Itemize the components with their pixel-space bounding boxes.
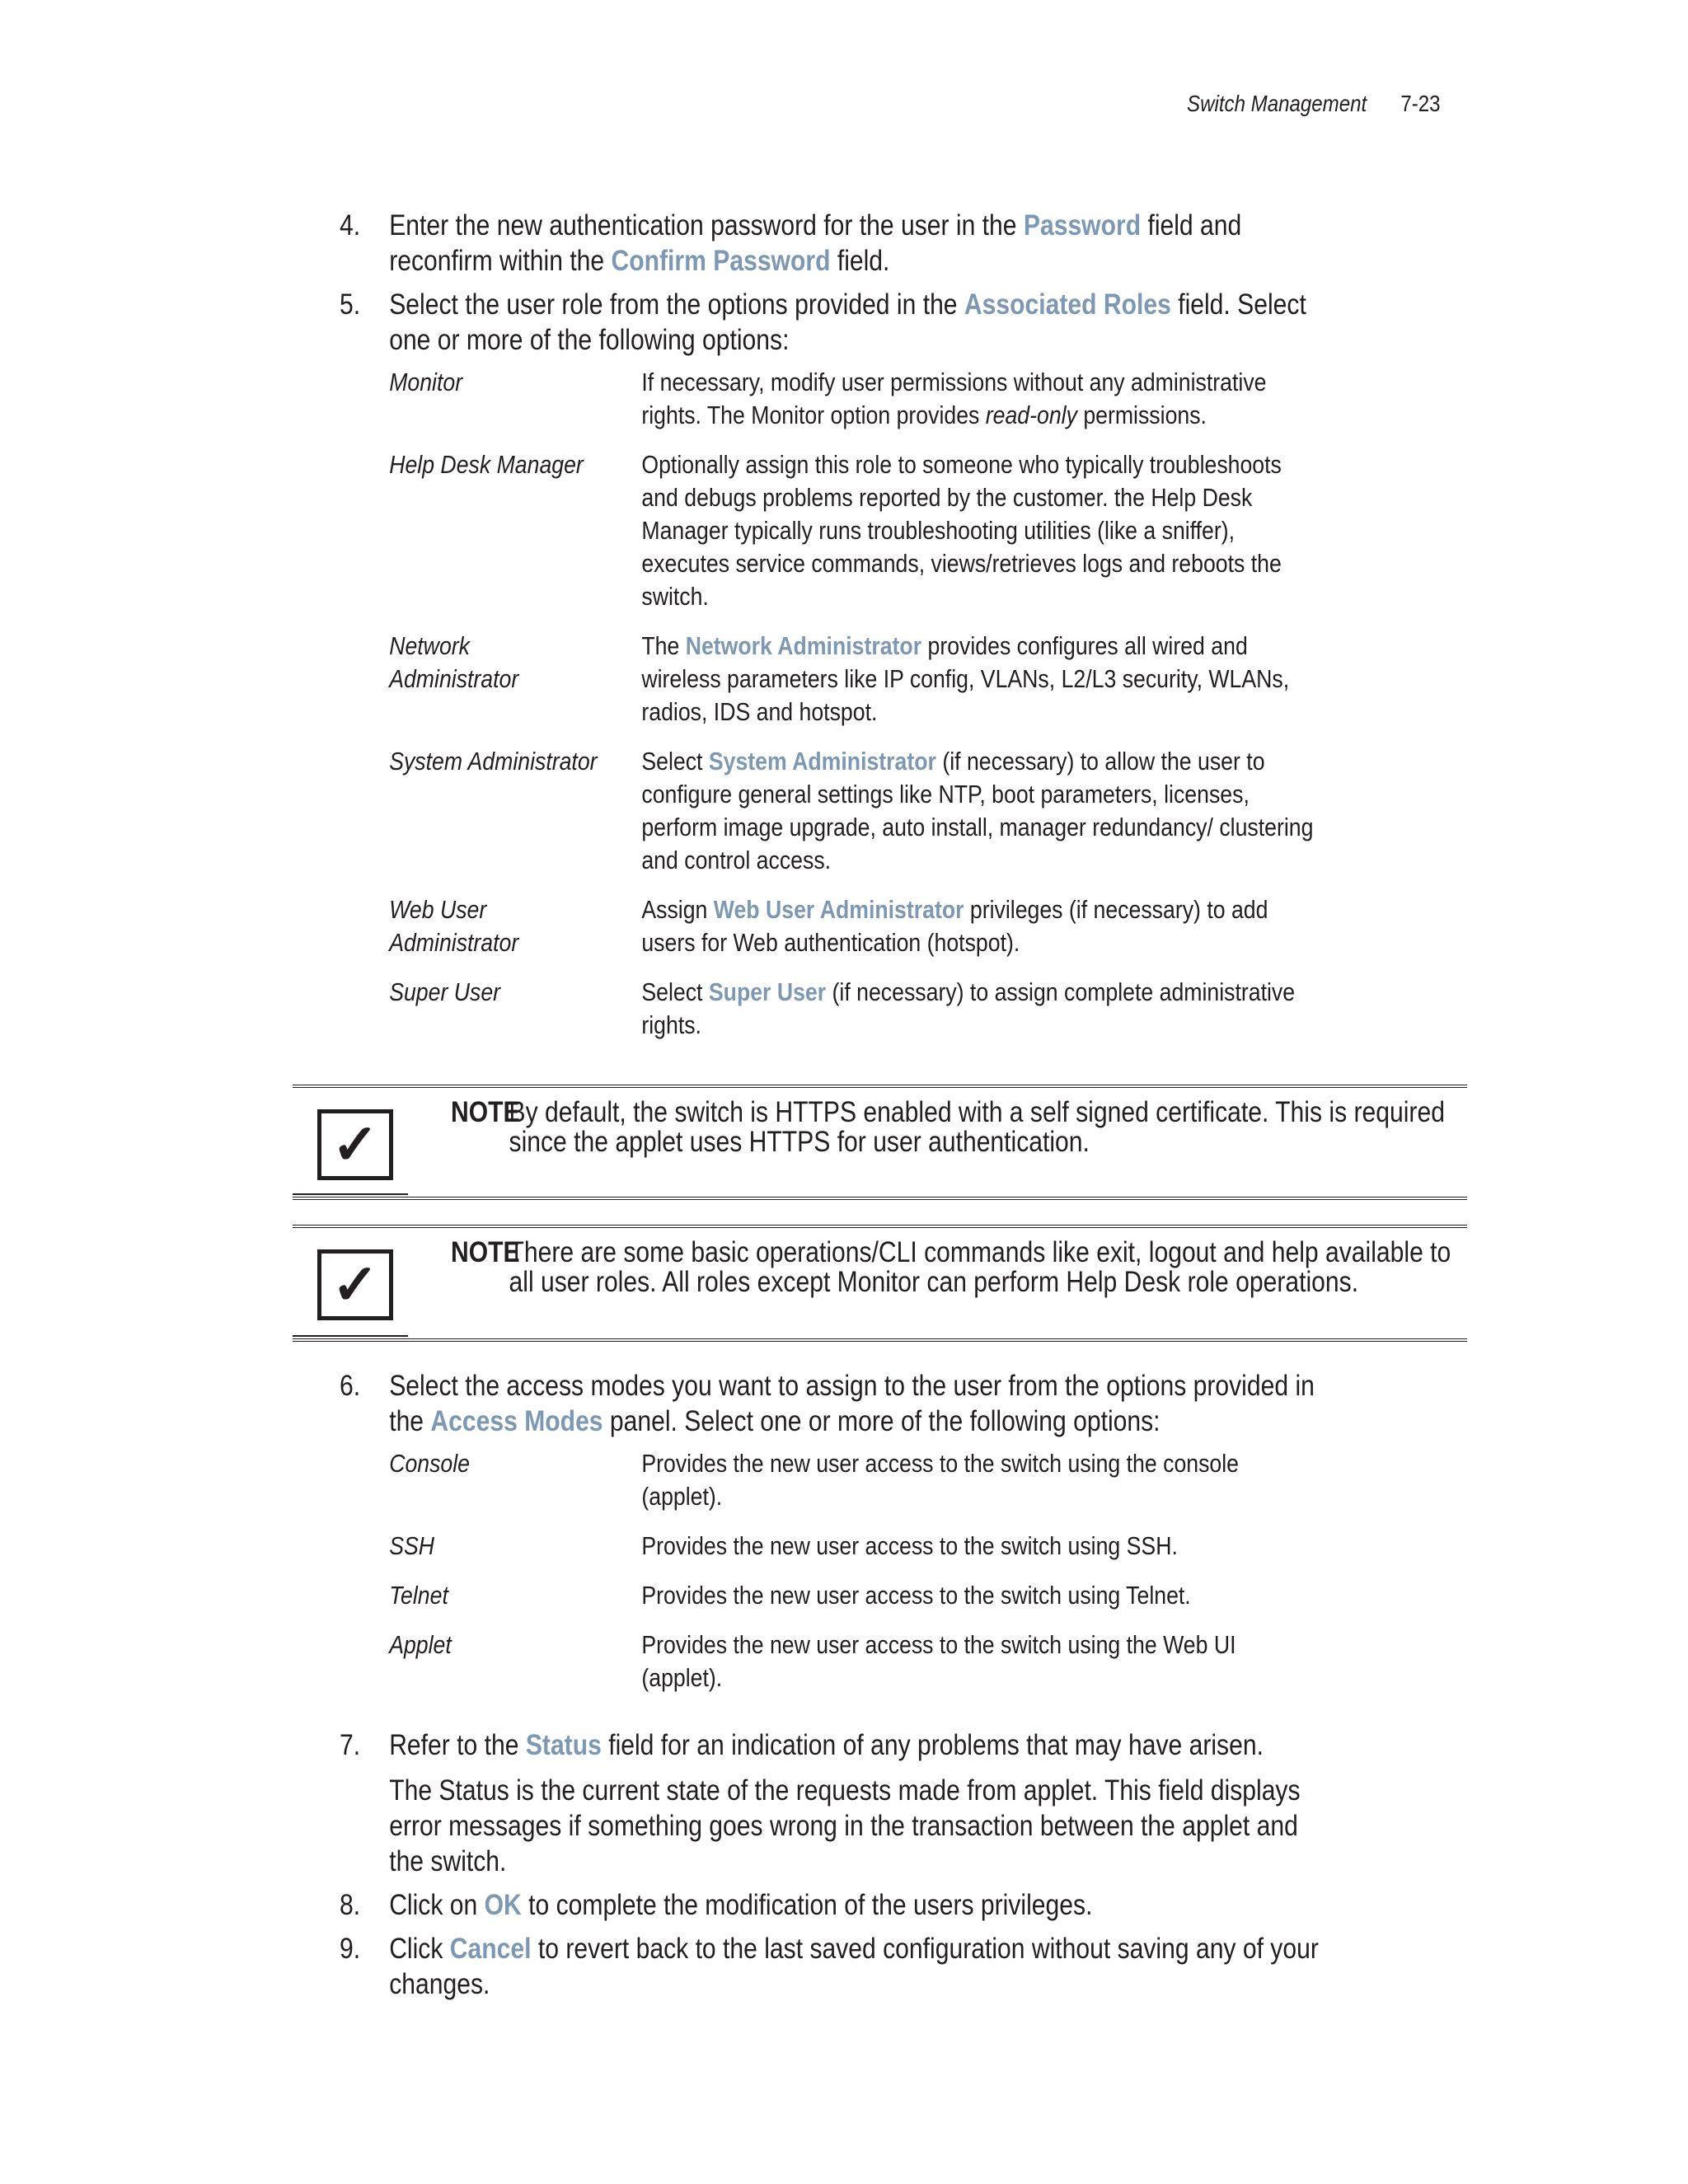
role-row-monitor [389,366,1322,448]
role-desc: The Network Administrator provides configures all wired and wireless parameters like IP config, VLANs, L2/L3 security, WLANs, radios, IDS and hotspot. [641,631,1290,726]
note-label: NOTE [451,1096,520,1128]
page-number: 7-23 [1400,91,1441,116]
keyword-access-modes: Access Modes [430,1405,603,1437]
step-number: 6. [340,1370,361,1402]
mode-desc: Provides the new user access to the switch using SSH. [641,1531,1178,1560]
note-text: There are some basic operations/CLI commands like exit, logout and help available to all user roles. All roles except Monitor can perform Help Desk role operations. [509,1236,1451,1298]
check-icon: ✓ [317,1109,393,1180]
step-7-detail: The Status is the current state of the requests made from applet. This field displays error messages if something goes wrong in the transaction between the applet and the switch. [389,1774,1301,1877]
modes-table [389,1447,1279,1711]
main-content [340,208,1332,1075]
note-label: NOTE [451,1236,520,1268]
role-row-super-user [389,976,1322,1058]
keyword-confirm-password: Confirm Password [611,245,831,277]
note-divider [293,1193,408,1195]
note-1 [293,1085,1467,1200]
mode-row [389,1447,1279,1530]
step-number: 7. [340,1729,361,1761]
note-divider [293,1335,408,1337]
mode-desc: Provides the new user access to the switch using Telnet. [641,1581,1191,1610]
role-term: Network Administrator [389,631,519,693]
role-term: Monitor [389,368,463,396]
roles-table [389,366,1322,1058]
note-2 [293,1225,1467,1342]
role-desc: Assign Web User Administrator privileges (if necessary) to add users for Web authentication (hotspot). [641,895,1268,957]
role-term: Help Desk Manager [389,450,584,479]
step-6: 6. Select the access modes you want to assign to the user from the options provided in the Access Modes panel. Select one or more of the following options: [340,1370,1315,1437]
main-content-lower [340,1368,1332,2010]
role-term: Super User [389,977,501,1006]
keyword-associated-roles: Associated Roles [964,288,1171,321]
check-icon: ✓ [317,1249,393,1320]
page-header [1188,87,1441,120]
note-text: By default, the switch is HTTPS enabled with a self signed certificate. This is required since the applet uses HTTPS for user authentication. [509,1096,1445,1158]
keyword-ok: OK [484,1889,522,1921]
keyword-password: Password [1023,209,1142,241]
running-section-title: Switch Management [1187,91,1367,116]
keyword-cancel: Cancel [449,1933,532,1965]
role-desc: If necessary, modify user permissions without any administrative rights. The Monitor option provides read-only permissions. [641,368,1267,429]
step-9: 9. Click Cancel to revert back to the last saved configuration without saving any of your changes. [340,1933,1319,2000]
mode-term: SSH [389,1531,435,1560]
mode-row [389,1629,1279,1711]
role-desc: Optionally assign this role to someone who typically troubleshoots and debugs problems reported by the customer. the Help Desk Manager typically runs troubleshooting utilities (like a sniffer), executes service commands, views/retrieves logs and reboots the switch. [641,450,1282,611]
step-5: 5. Select the user role from the options provided in the Associated Roles field. Select one or more of the following options: [340,288,1306,356]
role-desc: Select System Administrator (if necessary) to allow the user to configure general settings like NTP, boot parameters, licenses, perform image upgrade, auto install, manager redundancy/ clustering and control access. [641,747,1314,874]
mode-row [389,1530,1279,1579]
role-row-network-admin [389,630,1322,745]
role-term: System Administrator [389,747,598,776]
step-number: 8. [340,1889,361,1921]
mode-term: Applet [389,1630,452,1659]
mode-desc: Provides the new user access to the switch using the console (applet). [641,1449,1240,1511]
keyword-status: Status [525,1729,602,1761]
mode-desc: Provides the new user access to the switch using the Web UI (applet). [641,1630,1236,1692]
mode-term: Console [389,1449,471,1478]
step-7: 7. Refer to the Status field for an indication of any problems that may have arisen. The Status is the current state of the requests made from applet. This field displays error messages if something goes wrong in the transaction between the applet and the switch. [340,1727,1332,1879]
mode-term: Telnet [389,1581,448,1610]
role-row-help-desk [389,448,1322,630]
step-number: 4. [340,209,361,241]
step-number: 9. [340,1933,361,1965]
role-row-web-user-admin [389,893,1322,976]
step-4: 4. Enter the new authentication password for the user in the Password field and reconfirm within the Confirm Password field. [340,209,1242,277]
role-row-system-admin [389,745,1322,893]
mode-row [389,1579,1279,1629]
role-desc: Select Super User (if necessary) to assign complete administrative rights. [641,977,1296,1039]
role-term: Web User Administrator [389,895,519,957]
step-8: 8. Click on OK to complete the modification of the users privileges. [340,1889,1093,1921]
step-number: 5. [340,288,361,321]
